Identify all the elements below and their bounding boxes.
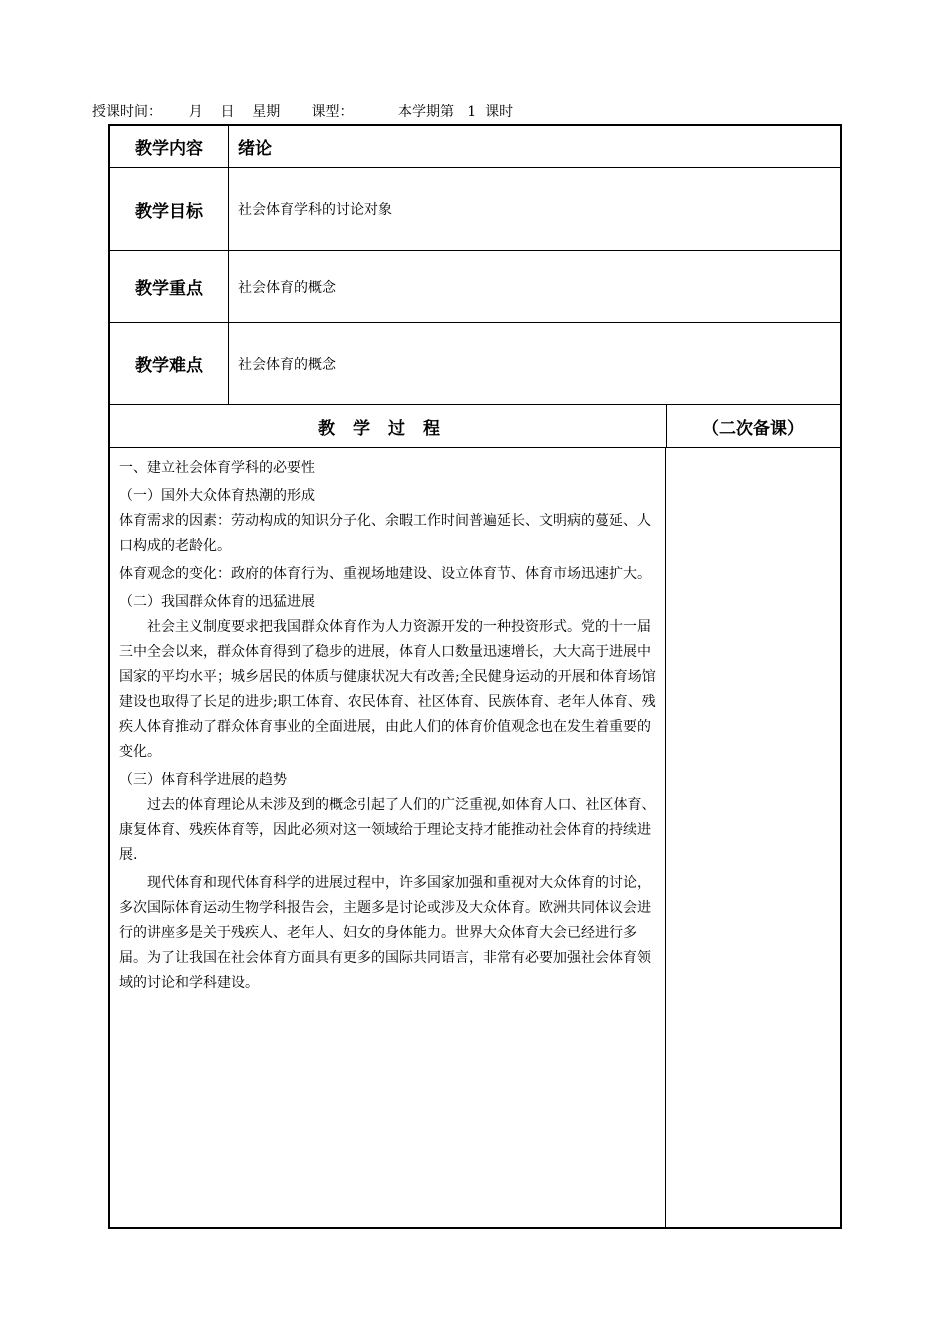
row-key-point (110, 251, 840, 323)
row-key-point-label: 教学重点 (110, 251, 229, 322)
paragraph: 体育观念的变化：政府的体育行为、重视场地建设、设立体育节、体育市场迅速扩大。 (119, 566, 651, 582)
row-content (110, 126, 840, 168)
process-heading: 教学过程 (110, 405, 667, 448)
paragraph: 体育需求的因素：劳动构成的知识分子化、余暇工作时间普遍延长、文明病的蔓延、人口构成的老龄化。 (119, 513, 651, 554)
process-body (110, 448, 666, 1227)
row-difficulty-value: 社会体育的概念 (238, 356, 336, 373)
row-difficulty-label: 教学难点 (110, 323, 229, 404)
subsection-title: （三）体育科学进展的趋势 (119, 772, 287, 788)
subsection-title: （二）我国群众体育的迅猛进展 (119, 594, 315, 610)
subsection-title: （一）国外大众体育热潮的形成 (119, 488, 315, 504)
section-title: 一、建立社会体育学科的必要性 (119, 460, 315, 476)
lesson-header-line: 授课时间： 月 日 星期 课型： 本学期第 1 课时 (92, 104, 514, 120)
second-prep-heading: （二次备课） (666, 405, 840, 448)
row-content-value: 绪论 (238, 139, 272, 159)
row-key-point-value: 社会体育的概念 (238, 279, 336, 296)
paragraph: 社会主义制度要求把我国群众体育作为人力资源开发的一种投资形式。党的十一届三中全会以来，群众体育得到了稳步的进展，体育人口数量迅速增长，大大高于进展中国家的平均水平；城乡居民的体质与健康状况大有改善;全民健身运动的开展和体育场馆建设也取得了长足的进步;职工体育、农民体育、社区体育、民族体育、老年人体育、残疾人体育推动了群众体育事业的全面进展，由此人们的体育价值观念也在发生着重要的变化。 (119, 619, 656, 760)
row-objective-label: 教学目标 (110, 168, 229, 250)
row-objective (110, 168, 840, 251)
paragraph: 现代体育和现代体育科学的进展过程中，许多国家加强和重视对大众体育的讨论，多次国际体育运动生物学科报告会，主题多是讨论或涉及大众体育。欧洲共同体议会进行的讲座多是关于残疾人、老年人、妇女的身体能力。世界大众体育大会已经进行多届。为了让我国在社会体育方面具有更多的国际共同语言，非常有必要加强社会体育领域的讨论和学科建设。 (119, 875, 651, 991)
lesson-plan-table (108, 124, 842, 1229)
row-content-label: 教学内容 (110, 126, 229, 167)
paragraph: 过去的体育理论从未涉及到的概念引起了人们的广泛重视,如体育人口、社区体育、康复体育、残疾体育等，因此必须对这一领域给于理论支持才能推动社会体育的持续进展. (119, 797, 656, 863)
row-difficulty (110, 323, 840, 405)
row-objective-value: 社会体育学科的讨论对象 (238, 202, 392, 218)
